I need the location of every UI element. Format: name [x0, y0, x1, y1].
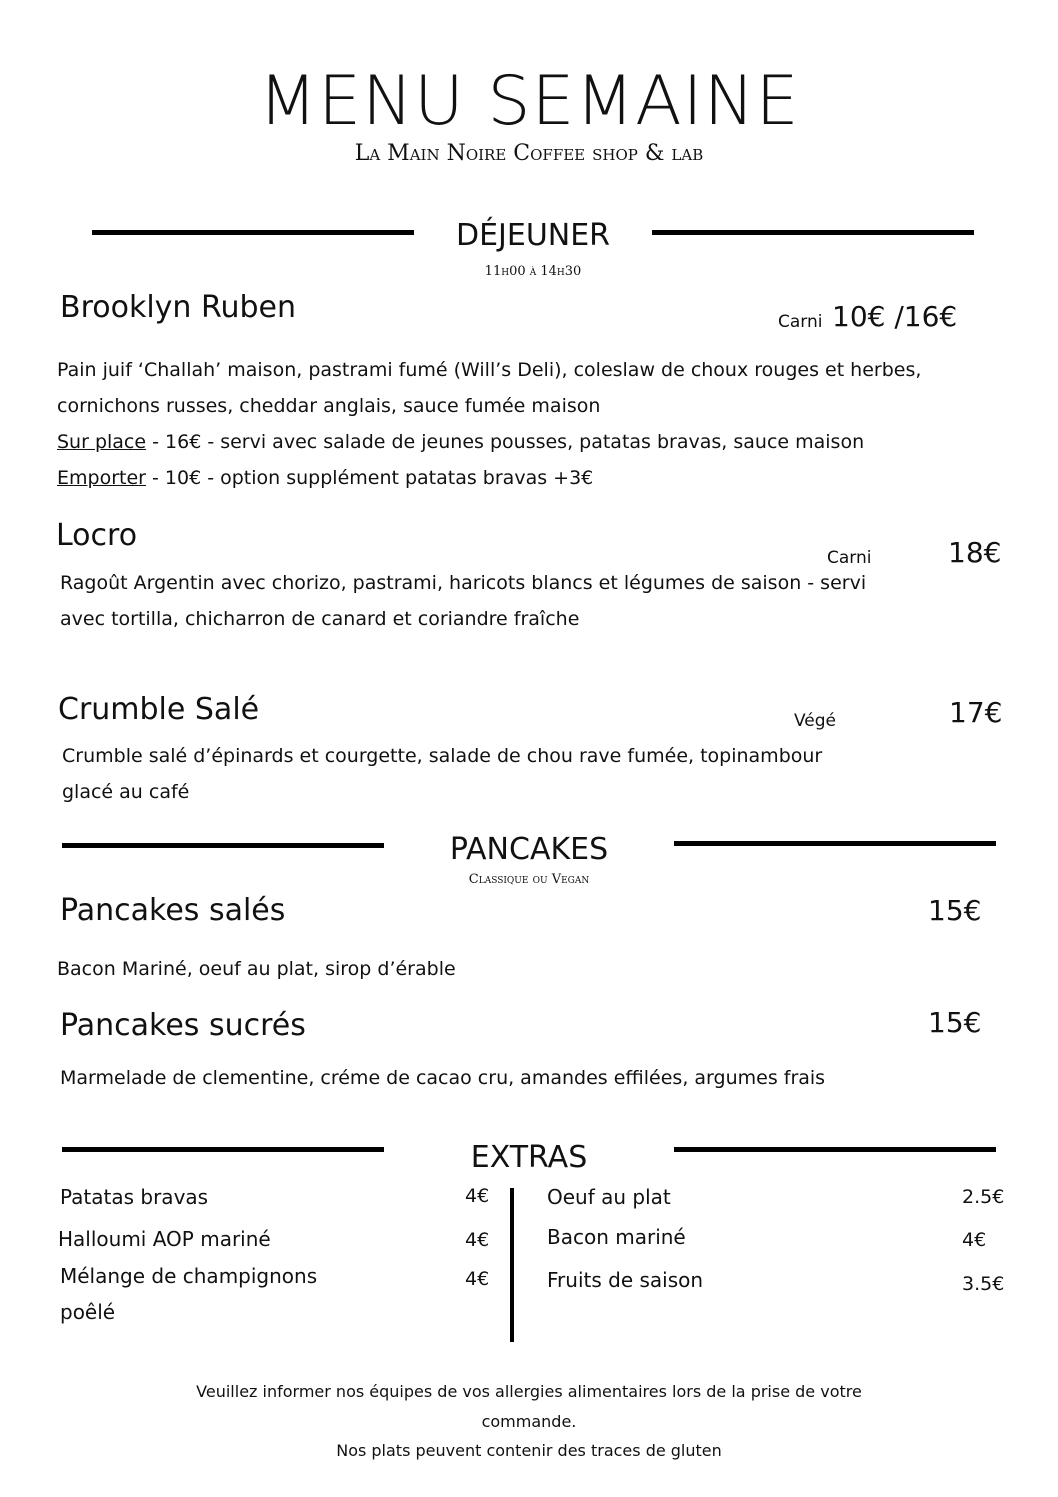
page-subtitle: La Main Noire Coffee shop & lab — [354, 141, 704, 166]
extra-name-continued: poêlé — [60, 1300, 116, 1324]
dish-description: Marmelade de clementine, créme de cacao cru, amandes effilées, argumes frais — [60, 1067, 826, 1089]
description-option — [57, 424, 1007, 460]
dish-name: Pancakes sucrés — [60, 1008, 306, 1043]
description-line: Ragoût Argentin avec chorizo, pastrami, haricots blancs et légumes de saison - servi — [60, 572, 867, 594]
allergy-notice-continued: commande. — [481, 1412, 577, 1431]
description-line: cornichons russes, cheddar anglais, sauce fumée maison — [57, 395, 601, 417]
dish-description — [57, 352, 1007, 496]
description-line: glacé au café — [62, 781, 190, 803]
extra-price: 4€ — [465, 1268, 490, 1290]
dish-name: Locro — [56, 518, 138, 553]
description-option — [57, 460, 1007, 496]
allergy-notice: Veuillez informer nos équipes de vos allergies alimentaires lors de la prise de votre — [196, 1382, 862, 1401]
option-text: - 10€ - option supplément patatas bravas +3€ — [145, 467, 594, 489]
dish-tag: Carni — [827, 548, 872, 568]
extra-name: Bacon mariné — [547, 1225, 686, 1249]
option-text: - 16€ - servi avec salade de jeunes pousses, patatas bravas, sauce maison — [146, 431, 865, 453]
section-title-pancakes: PANCAKES — [449, 832, 609, 867]
section-divider-left — [62, 843, 384, 848]
section-title-extras: EXTRAS — [470, 1140, 588, 1175]
extra-price: 3.5€ — [962, 1273, 1005, 1295]
dish-description — [62, 738, 962, 810]
section-hours: 11h00 à 14h30 — [484, 264, 582, 279]
dish-description — [60, 565, 960, 637]
extras-column-divider — [510, 1188, 514, 1342]
page-title: MENU SEMAINE — [258, 62, 800, 141]
extra-name: Fruits de saison — [547, 1268, 704, 1292]
dish-price: 10€ /16€ — [832, 300, 958, 333]
description-line: Pain juif ‘Challah’ maison, pastrami fumé (Will’s Deli), coleslaw de choux rouges et herbes, — [57, 359, 922, 381]
dish-tag: Carni — [778, 312, 823, 332]
gluten-notice: Nos plats peuvent contenir des traces de gluten — [336, 1441, 722, 1460]
extra-name: Oeuf au plat — [547, 1185, 671, 1209]
extra-name: Halloumi AOP mariné — [58, 1227, 271, 1251]
dish-name: Pancakes salés — [60, 893, 286, 928]
extra-price: 4€ — [465, 1185, 490, 1207]
dish-price: 15€ — [928, 1006, 982, 1039]
dish-name: Crumble Salé — [58, 692, 260, 727]
extra-name: Mélange de champignons — [60, 1264, 318, 1288]
extra-price: 2.5€ — [962, 1186, 1005, 1208]
section-divider-right — [674, 1147, 996, 1152]
option-label: Emporter — [57, 467, 146, 489]
dish-tag: Végé — [794, 711, 837, 731]
dish-name: Brooklyn Ruben — [60, 290, 297, 325]
dish-price: 15€ — [928, 894, 982, 927]
description-line: Crumble salé d’épinards et courgette, salade de chou rave fumée, topinambour — [62, 745, 823, 767]
dish-description: Bacon Mariné, oeuf au plat, sirop d’érable — [57, 958, 456, 980]
description-line: avec tortilla, chicharron de canard et coriandre fraîche — [60, 608, 580, 630]
section-title-dejeuner: DÉJEUNER — [455, 218, 611, 253]
extra-price: 4€ — [465, 1229, 490, 1251]
extra-price: 4€ — [962, 1229, 987, 1251]
section-divider-left — [62, 1147, 384, 1152]
dish-price: 17€ — [949, 696, 1003, 729]
option-label: Sur place — [57, 431, 147, 453]
extra-name: Patatas bravas — [60, 1185, 209, 1209]
dish-price: 18€ — [948, 536, 1002, 569]
section-divider-left — [92, 230, 414, 235]
section-divider-right — [674, 841, 996, 846]
section-subtitle: Classique ou Vegan — [468, 872, 590, 887]
section-divider-right — [652, 230, 974, 235]
